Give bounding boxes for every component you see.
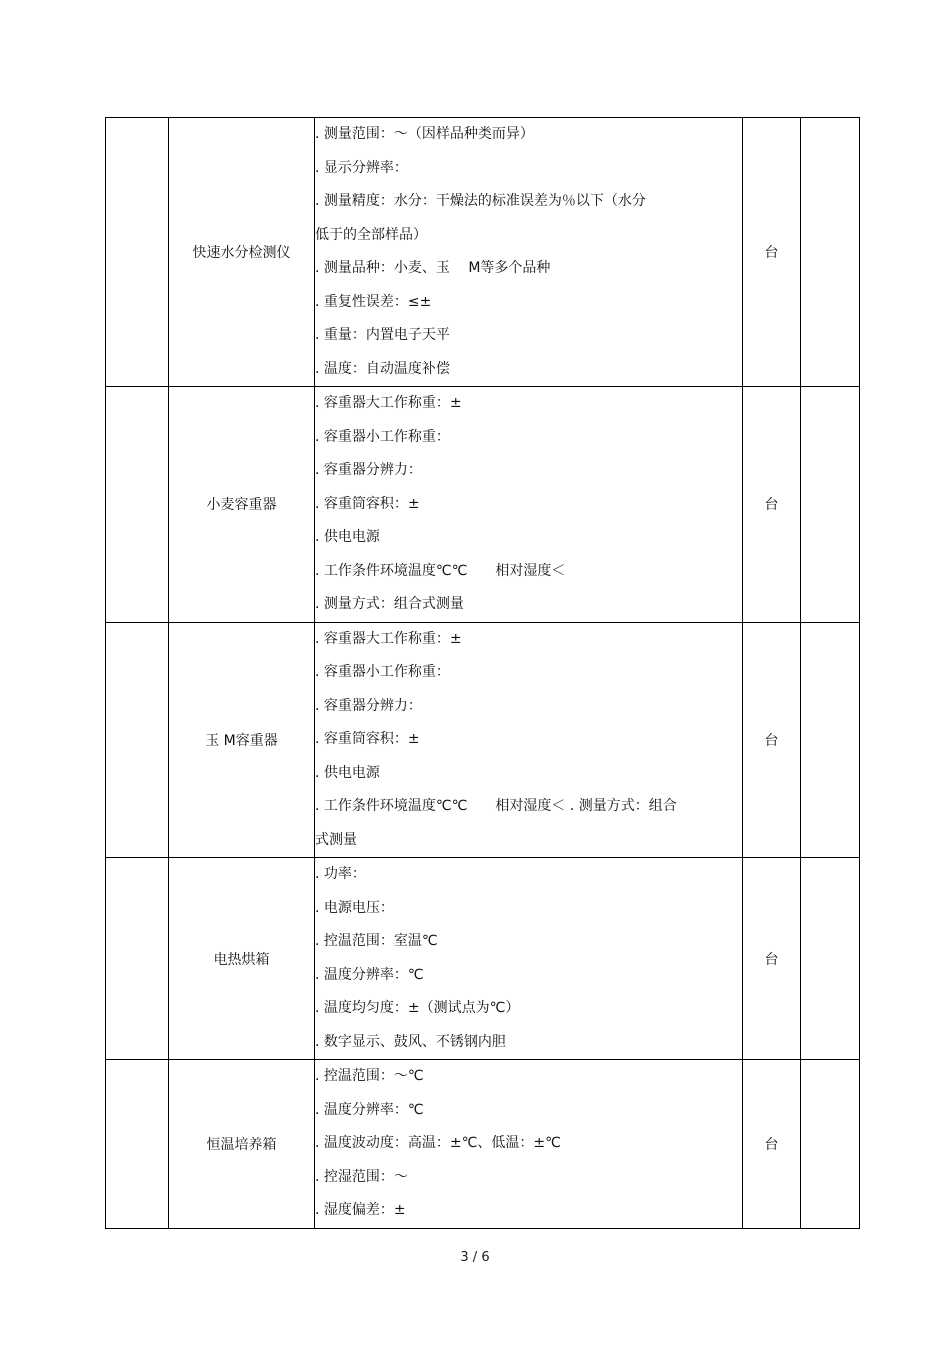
spec-line: . 容重筒容积：± bbox=[315, 731, 420, 747]
table-row bbox=[106, 387, 860, 623]
spec-line: . 温度波动度：高温：±℃、低温：±℃ bbox=[315, 1135, 561, 1151]
spec-line: . 容重器小工作称重： bbox=[315, 428, 450, 445]
spec-line: . 容重筒容积：± bbox=[315, 495, 420, 512]
quantity-cell bbox=[801, 622, 860, 858]
spec-line: . 重复性误差：≤± bbox=[315, 293, 432, 310]
unit-cell: 台 bbox=[743, 118, 801, 387]
quantity-cell bbox=[801, 118, 860, 387]
table-row bbox=[106, 622, 860, 858]
equipment-name-cell: 快速水分检测仪 bbox=[169, 118, 315, 387]
equipment-name-cell: 玉 M容重器 bbox=[169, 622, 315, 858]
specification-cell bbox=[315, 118, 743, 387]
specification-cell bbox=[315, 858, 743, 1060]
spec-line: . 测量品种：小麦、玉 M等多个品种 bbox=[315, 260, 551, 276]
quantity-cell bbox=[801, 858, 860, 1060]
spec-line: . 供电电源 bbox=[315, 764, 380, 781]
unit-cell: 台 bbox=[743, 1060, 801, 1229]
table-row bbox=[106, 858, 860, 1060]
specification-cell bbox=[315, 1060, 743, 1229]
spec-line: . 温度分辨率：℃ bbox=[315, 1101, 424, 1118]
spec-line: . 容重器分辨力： bbox=[315, 462, 422, 478]
spec-line: 式测量 bbox=[315, 831, 357, 848]
spec-line: . 容重器大工作称重：± bbox=[315, 630, 462, 647]
spec-line: 低于的全部样品） bbox=[315, 226, 427, 243]
index-cell bbox=[106, 1060, 169, 1229]
equipment-name-cell: 电热烘箱 bbox=[169, 858, 315, 1060]
spec-line: . 容重器大工作称重：± bbox=[315, 395, 462, 411]
index-cell bbox=[106, 622, 169, 858]
index-cell bbox=[106, 387, 169, 623]
spec-line: . 测量精度：水分：干燥法的标准误差为％以下（水分 bbox=[315, 193, 646, 209]
spec-line: . 温度分辨率：℃ bbox=[315, 966, 424, 983]
equipment-name-cell: 小麦容重器 bbox=[169, 387, 315, 623]
spec-line: . 温度：自动温度补偿 bbox=[315, 360, 450, 377]
spec-line: . 控湿范围：～ bbox=[315, 1168, 408, 1185]
spec-line: . 数字显示、鼓风、不锈钢内胆 bbox=[315, 1033, 506, 1050]
equipment-spec-table bbox=[105, 117, 860, 1229]
quantity-cell bbox=[801, 1060, 860, 1229]
spec-line: . 控温范围：室温℃ bbox=[315, 933, 438, 949]
index-cell bbox=[106, 858, 169, 1060]
spec-line: . 工作条件环境温度℃℃ 相对湿度＜ bbox=[315, 562, 566, 579]
page-number: 3 / 6 bbox=[460, 1250, 490, 1265]
spec-line: . 温度均匀度：±（测试点为℃） bbox=[315, 1000, 520, 1016]
spec-line: . 工作条件环境温度℃℃ 相对湿度＜ . 测量方式：组合 bbox=[315, 798, 677, 814]
unit-cell: 台 bbox=[743, 622, 801, 858]
quantity-cell bbox=[801, 387, 860, 623]
spec-line: . 重量：内置电子天平 bbox=[315, 327, 450, 343]
specification-cell bbox=[315, 622, 743, 858]
spec-line: . 供电电源 bbox=[315, 529, 380, 545]
spec-line: . 控温范围：～℃ bbox=[315, 1068, 424, 1084]
spec-line: . 容重器小工作称重： bbox=[315, 664, 450, 680]
spec-line: . 显示分辨率： bbox=[315, 159, 408, 176]
spec-line: . 电源电压： bbox=[315, 899, 394, 916]
equipment-name-cell: 恒温培养箱 bbox=[169, 1060, 315, 1229]
spec-line: . 测量方式：组合式测量 bbox=[315, 596, 464, 612]
unit-cell: 台 bbox=[743, 387, 801, 623]
unit-cell: 台 bbox=[743, 858, 801, 1060]
index-cell bbox=[106, 118, 169, 387]
table-row bbox=[106, 1060, 860, 1229]
spec-line: . 湿度偏差：± bbox=[315, 1202, 406, 1218]
table-body bbox=[106, 118, 860, 1229]
spec-line: . 测量范围：～（因样品种类而异） bbox=[315, 126, 534, 142]
spec-line: . 容重器分辨力： bbox=[315, 697, 422, 714]
table-row bbox=[106, 118, 860, 387]
spec-line: . 功率： bbox=[315, 866, 366, 882]
specification-cell bbox=[315, 387, 743, 623]
